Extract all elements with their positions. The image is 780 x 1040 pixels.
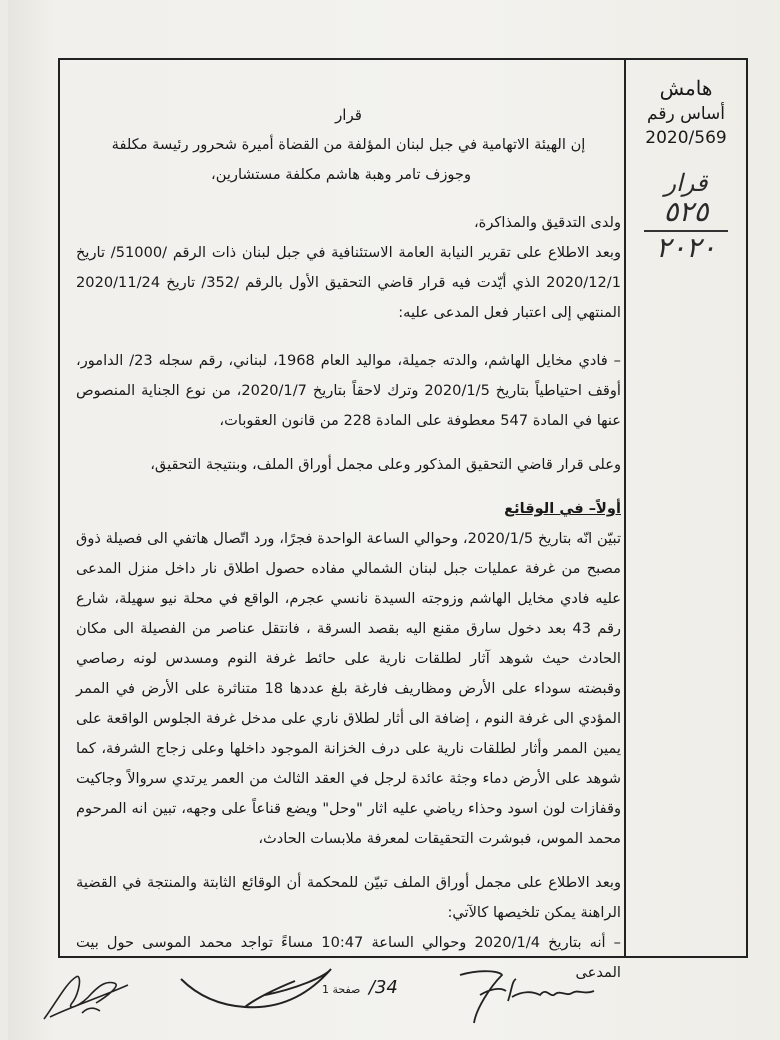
facts-paragraph: تبيّن انّه بتاريخ 2020/1/5، وحوالي الساعة الواحدة فجرًا، ورد اتّصال هاتفي الى فصيلة ذوق مصبح من غرفة عمليات جبل لبنان الشمالي مفاده حصول اطلاق نار داخل منزل المدعى عليه فادي مخايل الهاشم وزوجته السيدة نانسي عجرم، الواقع في محلة نيو سهيلة، شارع رقم 43 بعد دخول سارق مقنع اليه بقصد السرقة ، فانتقل عناصر من الفصيلة الى مكان الحادث حيث شوهد آثار لطلقات نارية على حائط غرفة النوم ومسدس لونه رصاصي وقبضته سوداء على الأرض ومظاريف فارغة بلغ عددها 18 متناثرة على الأرض في الممر المؤدي الى غرفة النوم ، إضافة الى أثار لطلاق ناري على مدخل غرفة الجلوس الواقعة على يمين الممر وأثار لطلقات نارية على درف الخزانة الموجود داخلها وعلى زجاج الشرفة، كما شوهد على الأرض دماء وجثة عائدة لرجل في العقد الثالث من العمر يرتدي سروالاً وجاكيت وقفازات لون اسود وحذاء رياضي عليه اثار "وحل" ويضع قناعاً على وجهه، تبين انه المرحوم محمد الموس، فبوشرت التحقيقات لمعرفة ملابسات الحادث، <box>76 530 622 847</box>
margin-heading: هامش <box>659 76 713 100</box>
signature-middle <box>175 959 340 1015</box>
review2-paragraph: وعلى قرار قاضي التحقيق المذكور وعلى مجمل أوراق الملف، وبنتيجة التحقيق، <box>150 456 621 473</box>
defendant-paragraph: – فادي مخايل الهاشم، والدته جميلة، مواليد العام 1968، لبناني، رقم سجله 23/ الدامور، أوقف احتياطياً بتاريخ 2020/1/5 وترك لاحقاً بتاريخ 2020/1/7، من نوع الجناية المنصوص عنها في المادة 547 معطوفة على المادة 228 من قانون العقوبات، <box>76 352 621 429</box>
section-heading-facts: أولاً– في الوقائع <box>504 500 621 517</box>
base-number: 2020/569 <box>645 128 727 148</box>
document-body <box>76 100 621 988</box>
page-number <box>322 977 398 998</box>
intro-line-1: إن الهيئة الاتهامية في جبل لبنان المؤلفة من القضاة أميرة شحرور رئيسة مكلفة <box>111 136 586 153</box>
appeal-paragraph: وبعد الاطلاع على تقرير النيابة العامة الاستئنافية في جبل لبنان ذات الرقم /51000/ تاريخ 2020/12/1 الذي أيّدت فيه قرار قاضي التحقيق الأول بالرقم /352/ تاريخ 2020/11/24 المنتهي إلى اعتبار فعل المدعى عليه: <box>76 244 622 321</box>
margin-divider <box>624 58 626 958</box>
summary-paragraph: وبعد الاطلاع على مجمل أوراق الملف تبيّن للمحكمة أن الوقائع الثابتة والمنتجة في القضية الراهنة يمكن تلخيصها كالآتي: <box>76 874 621 921</box>
signature-right <box>450 961 600 1027</box>
page-footer <box>0 955 780 1040</box>
bullet-paragraph: – أنه بتاريخ 2020/1/4 وحوالي الساعة 10:47 مساءً تواجد محمد الموسى حول بيت المدعى <box>76 934 621 981</box>
signature-left <box>36 963 136 1027</box>
decision-number-handwritten: ٥٢٥ <box>663 195 709 228</box>
review-paragraph: ولدى التدقيق والمذاكرة، <box>473 214 621 231</box>
decision-label-handwritten: قرار <box>664 169 708 197</box>
base-number-label: أساس رقم <box>647 104 725 124</box>
year-handwritten: ٢٠٢٠ <box>644 230 728 262</box>
page-number-value: 34/ <box>368 977 398 998</box>
intro-line-2: وجوزف تامر وهبة هاشم مكلفة مستشارين، <box>211 166 471 183</box>
page-label: صفحة 1 <box>322 983 361 996</box>
margin-column <box>630 74 742 262</box>
document-title: قرار <box>335 106 362 124</box>
